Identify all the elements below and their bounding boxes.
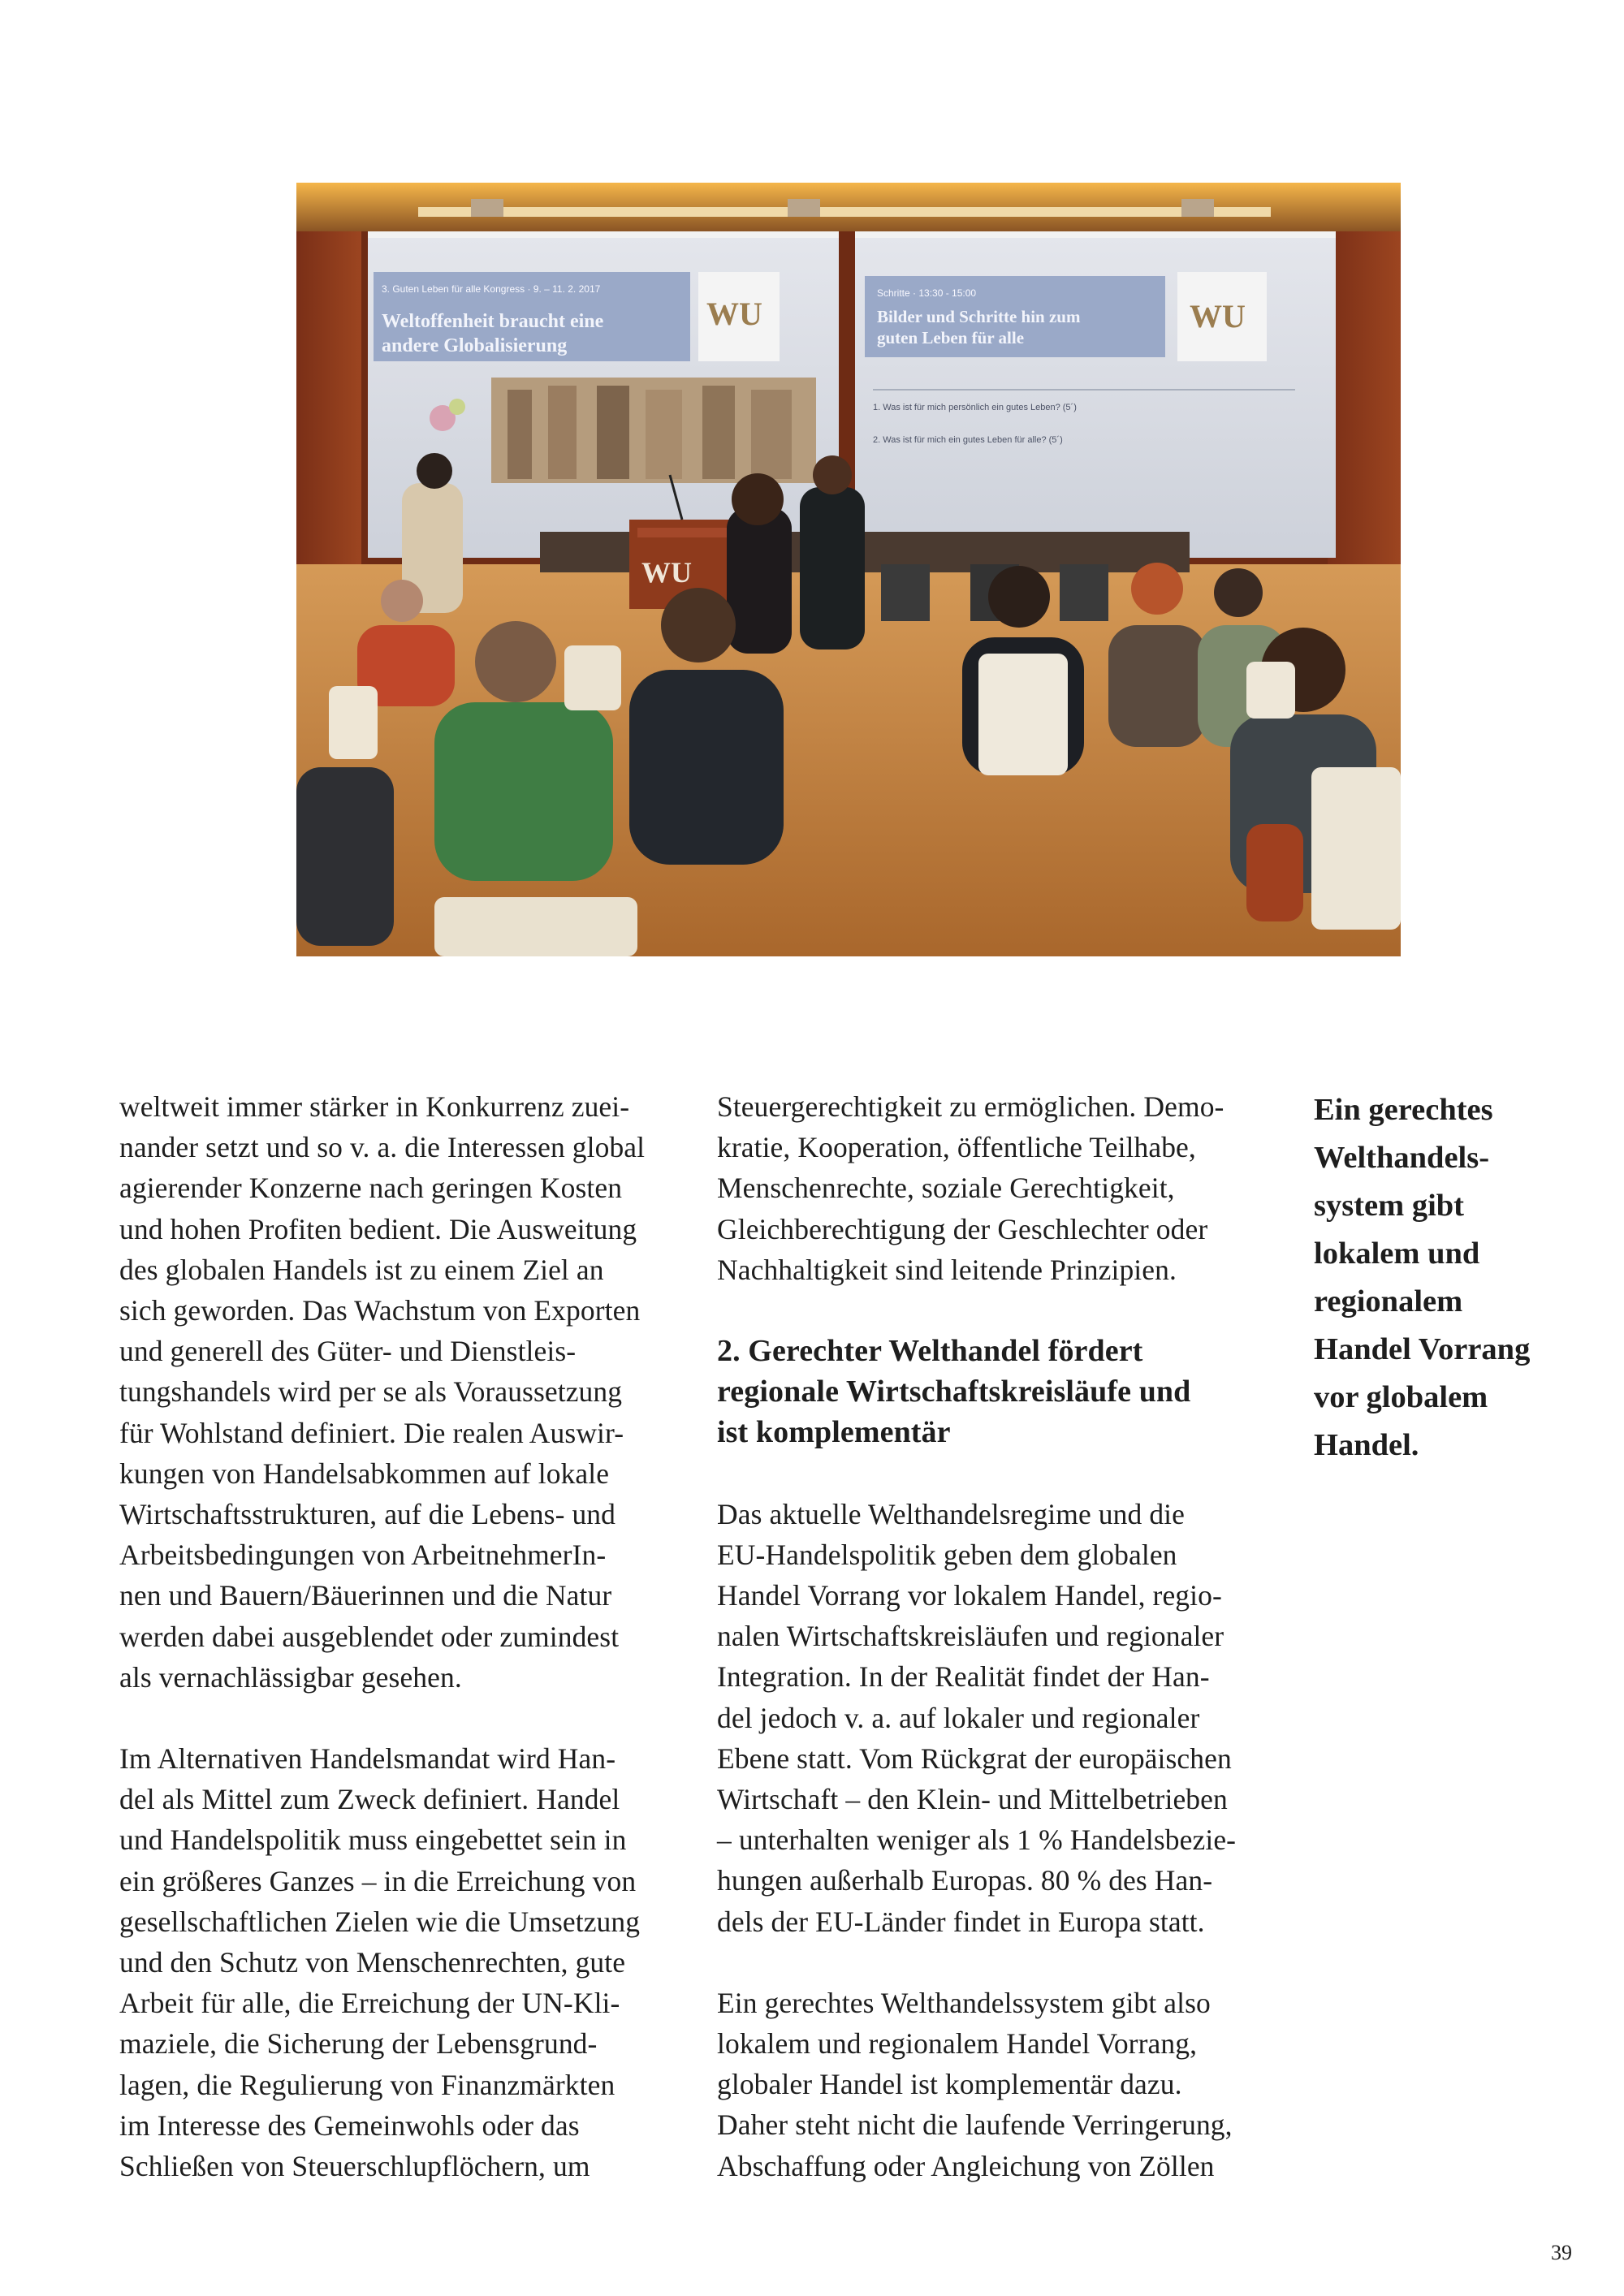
text-line: Menschenrechte, soziale Gerechtigkeit, [717, 1172, 1175, 1205]
lectern-wu-logo: WU [641, 556, 692, 589]
text-line: des globalen Handels ist zu einem Ziel an [119, 1253, 604, 1286]
left-screen-title-line-1: Weltoffenheit braucht eine [382, 311, 604, 332]
text-line: Nachhaltigkeit sind leitende Prinzipien. [717, 1253, 1177, 1286]
text-line: Abschaffung oder Angleichung von Zöllen [717, 2149, 1215, 2182]
text-line: Daher steht nicht die laufende Verringerung, [717, 2108, 1233, 2142]
text-line: EU-Handelspolitik geben dem globalen [717, 1538, 1177, 1571]
text-line: Arbeitsbedingungen von ArbeitnehmerIn- [119, 1539, 607, 1572]
text-line: kungen von Handelsabkommen auf lokale [119, 1457, 610, 1490]
pull-quote-line: Handel Vorrang [1314, 1332, 1531, 1366]
text-line: und den Schutz von Menschenrechten, gute [119, 1946, 626, 1979]
text-line: sich geworden. Das Wachstum von Exporten [119, 1294, 641, 1327]
text-line: werden dabei ausgeblendet oder zumindest [119, 1620, 620, 1653]
text-line: Ebene statt. Vom Rückgrat der europäischen [717, 1741, 1232, 1775]
text-line: dels der EU-Länder findet in Europa statt. [717, 1905, 1205, 1938]
text-line: gesellschaftlichen Zielen wie die Umsetzung [119, 1905, 641, 1938]
section-heading [717, 1331, 1302, 1453]
pull-quote-line: Handel. [1314, 1428, 1419, 1462]
right-screen-question-1: 1. Was ist für mich persönlich ein gutes Leben? (5´) [873, 403, 1077, 412]
text-line: Schließen von Steuerschlupflöchern, um [119, 2150, 590, 2183]
text-line: kratie, Kooperation, öffentliche Teilhabe, [717, 1131, 1196, 1164]
heading-line: regionale Wirtschaftskreisläufe und [717, 1375, 1191, 1409]
right-screen-title-line-2: guten Leben für alle [877, 328, 1025, 347]
text-line: lagen, die Regulierung von Finanzmärkten [119, 2068, 615, 2101]
text-line: maziele, die Sicherung der Lebensgrund- [119, 2027, 598, 2061]
text-line: Wirtschaft – den Klein- und Mittelbetrieben [717, 1783, 1228, 1816]
text-line: Ein gerechtes Welthandelssystem gibt also [717, 1986, 1211, 2019]
text-line: für Wohlstand definiert. Die realen Auswir- [119, 1416, 624, 1449]
text-line: nen und Bauern/Bäuerinnen und die Natur [119, 1579, 612, 1612]
heading-line: 2. Gerechter Welthandel fördert [717, 1334, 1143, 1369]
text-line: tungshandels wird per se als Voraussetzung [119, 1375, 623, 1409]
text-line: Arbeit für alle, die Erreichung der UN-Kli- [119, 1987, 620, 2020]
left-paragraph-2 [119, 1738, 704, 2186]
text-line: – unterhalten weniger als 1 % Handelsbezie- [717, 1823, 1237, 1857]
text-line: hungen außerhalb Europas. 80 % des Han- [717, 1864, 1213, 1897]
heading-line: ist komplementär [717, 1415, 951, 1450]
text-line: Steuergerechtigkeit zu ermöglichen. Demo- [717, 1090, 1224, 1123]
pull-quote [1314, 1086, 1598, 1470]
left-paragraph-1 [119, 1086, 704, 1698]
text-line: und hohen Profiten bedient. Die Ausweitung [119, 1212, 637, 1245]
middle-paragraph-2 [717, 1983, 1302, 2186]
right-screen-title-line-1: Bilder und Schritte hin zum [877, 307, 1081, 326]
text-line: lokalem und regionalem Handel Vorrang, [717, 2027, 1198, 2061]
text-line: Gleichberechtigung der Geschlechter oder [717, 1212, 1208, 1245]
pull-quote-line: regionalem [1314, 1284, 1463, 1318]
pull-quote-line: Ein gerechtes [1314, 1093, 1493, 1127]
text-line: und Handelspolitik muss eingebettet sein in [119, 1823, 627, 1857]
right-screen-kicker: Schritte · 13:30 - 15:00 [877, 287, 977, 299]
left-text-column [119, 1086, 704, 2186]
conference-photo [296, 183, 1401, 956]
left-screen-wu-logo: WU [706, 296, 762, 332]
text-line: als vernachlässigbar gesehen. [119, 1660, 462, 1694]
text-line: Handel Vorrang vor lokalem Handel, regio- [717, 1579, 1222, 1612]
pull-quote-line: lokalem und [1314, 1236, 1480, 1271]
text-line: Wirtschaftsstrukturen, auf die Lebens- und [119, 1498, 616, 1531]
text-line: im Interesse des Gemeinwohls oder das [119, 2108, 580, 2142]
middle-text-column [717, 1086, 1302, 2186]
left-screen-kicker: 3. Guten Leben für alle Kongress · 9. – 11. 2. 2017 [382, 283, 601, 295]
text-line: weltweit immer stärker in Konkurrenz zuei- [119, 1090, 630, 1123]
text-line: nander setzt und so v. a. die Interessen global [119, 1131, 646, 1164]
text-line: und generell des Güter- und Dienstleis- [119, 1335, 577, 1368]
middle-paragraph-1 [717, 1494, 1302, 1942]
right-screen-question-2: 2. Was ist für mich ein gutes Leben für alle? (5´) [873, 435, 1063, 445]
text-line: agierender Konzerne nach geringen Kosten [119, 1172, 623, 1205]
middle-intro-paragraph [717, 1086, 1302, 1290]
text-line: del jedoch v. a. auf lokaler und regionaler [717, 1701, 1200, 1734]
text-line: Im Alternativen Handelsmandat wird Han- [119, 1742, 616, 1776]
text-line: del als Mittel zum Zweck definiert. Handel [119, 1783, 620, 1816]
text-line: nalen Wirtschaftskreisläufen und regionaler [717, 1620, 1224, 1653]
pull-quote-line: Welthandels- [1314, 1141, 1490, 1175]
text-line: ein größeres Ganzes – in die Erreichung von [119, 1864, 637, 1897]
right-projection-screen [855, 231, 1336, 558]
text-line: globaler Handel ist komplementär dazu. [717, 2068, 1182, 2101]
text-line: Das aktuelle Welthandelsregime und die [717, 1497, 1185, 1530]
text-line: Integration. In der Realität findet der Han- [717, 1660, 1210, 1694]
right-screen-wu-logo: WU [1190, 298, 1246, 334]
pull-quote-line: vor globalem [1314, 1380, 1488, 1414]
left-screen-title-line-2: andere Globalisierung [382, 335, 568, 356]
pull-quote-line: system gibt [1314, 1189, 1464, 1223]
page-number: 39 [1551, 2241, 1572, 2264]
